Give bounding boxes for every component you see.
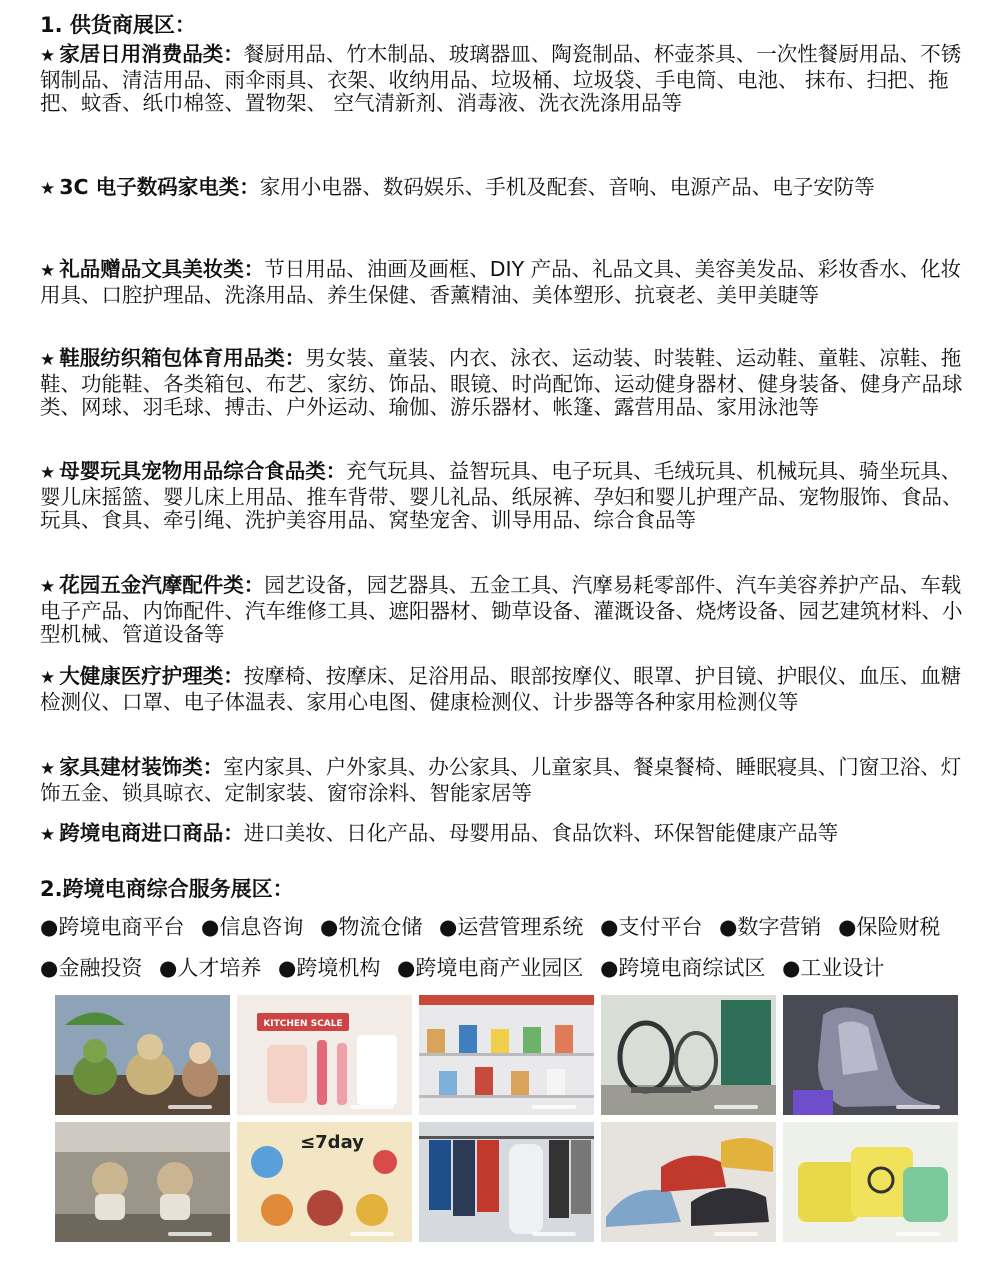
service-item: ●物流仓储 bbox=[320, 915, 423, 939]
category-name: 鞋服纺织箱包体育用品类： bbox=[59, 346, 306, 370]
category-garden-hardware-auto bbox=[40, 574, 968, 647]
supply-section-title: 1. 供货商展区： bbox=[40, 13, 196, 37]
watermark bbox=[168, 1105, 212, 1109]
seven-day-sign: ≤7day bbox=[300, 1132, 364, 1153]
category-gifts-cosmetics bbox=[40, 258, 968, 307]
photo-pet-waste-bags bbox=[783, 1122, 958, 1242]
star-icon: ★ bbox=[40, 463, 56, 483]
star-icon: ★ bbox=[40, 261, 56, 281]
watermark bbox=[350, 1105, 394, 1109]
category-items: 节日用品、油画及画框、DIY 产品、礼品文具、美容美发品、彩妆香水、化妆用具、口腔护理品、洗涤用品、养生保健、香薰精油、美体塑形、抗衰老、美甲美睫等 bbox=[40, 257, 962, 307]
watermark bbox=[714, 1232, 758, 1236]
photo-sneakers bbox=[601, 1122, 776, 1242]
star-icon: ★ bbox=[40, 179, 56, 199]
service-item: ●信息咨询 bbox=[201, 915, 304, 939]
star-icon: ★ bbox=[40, 759, 56, 779]
service-item: ●跨境电商平台 bbox=[40, 915, 185, 939]
category-cross-border-import bbox=[40, 822, 968, 848]
category-name: 礼品赠品文具美妆类： bbox=[59, 257, 265, 281]
category-items: 进口美妆、日化产品、母婴用品、食品饮料、环保智能健康产品等 bbox=[243, 821, 839, 845]
category-name: 跨境电商进口商品： bbox=[59, 821, 244, 845]
watermark bbox=[714, 1105, 758, 1109]
service-item: ●跨境电商产业园区 bbox=[397, 956, 584, 980]
service-item: ●跨境电商综试区 bbox=[600, 956, 766, 980]
category-name: 家具建材装饰类： bbox=[59, 755, 224, 779]
category-household bbox=[40, 43, 968, 116]
category-name: 母婴玩具宠物用品综合食品类： bbox=[59, 459, 347, 483]
category-apparel-sports bbox=[40, 347, 968, 420]
service-item: ●工业设计 bbox=[782, 956, 885, 980]
service-item: ●人才培养 bbox=[159, 956, 262, 980]
photo-7day-magnets bbox=[237, 1122, 412, 1242]
photo-bird-houses bbox=[419, 995, 594, 1115]
photo-garden-figurines bbox=[55, 995, 230, 1115]
photo-astronaut-bears bbox=[55, 1122, 230, 1242]
service-item: ●跨境机构 bbox=[278, 956, 381, 980]
category-items: 家用小电器、数码娱乐、手机及配套、音响、电源产品、电子安防等 bbox=[259, 175, 875, 199]
category-name: 花园五金汽摩配件类： bbox=[59, 573, 265, 597]
star-icon: ★ bbox=[40, 577, 56, 597]
watermark bbox=[532, 1105, 576, 1109]
category-3c-electronics bbox=[40, 167, 968, 209]
watermark bbox=[896, 1105, 940, 1109]
category-items: 按摩椅、按摩床、足浴用品、眼部按摩仪、眼罩、护目镜、护眼仪、血压、血糖检测仪、口罩、电子体温表、家用心电图、健康检测仪、计步器等各种家用检测仪等 bbox=[40, 664, 962, 714]
service-item: ●数字营销 bbox=[719, 915, 822, 939]
kitchen-scale-sign: KITCHEN SCALE bbox=[263, 1019, 343, 1029]
category-items: 男女装、童装、内衣、泳衣、运动装、时装鞋、运动鞋、童鞋、凉鞋、拖鞋、功能鞋、各类箱包、布艺、家纺、饰品、眼镜、时尚配饰、运动健身器材、健身装备、健身产品球类、网球、羽毛球、搏击、户外运动、瑜伽、游乐器材、帐篷、露营用品、家用泳池等 bbox=[40, 346, 963, 419]
star-icon: ★ bbox=[40, 46, 56, 66]
service-item: ●支付平台 bbox=[600, 915, 703, 939]
category-items: 室内家具、户外家具、办公家具、儿童家具、餐桌餐椅、睡眠寝具、门窗卫浴、灯饰五金、锁具晾衣、定制家装、窗帘涂料、智能家居等 bbox=[40, 755, 962, 805]
category-name: 3C 电子数码家电类： bbox=[59, 175, 260, 199]
category-name: 大健康医疗护理类： bbox=[59, 664, 244, 688]
watermark bbox=[532, 1232, 576, 1236]
service-item: ●金融投资 bbox=[40, 956, 143, 980]
star-icon: ★ bbox=[40, 668, 56, 688]
category-name: 家居日用消费品类： bbox=[59, 42, 244, 66]
service-list bbox=[40, 907, 976, 989]
watermark bbox=[350, 1232, 394, 1236]
star-icon: ★ bbox=[40, 825, 56, 845]
category-health-medical bbox=[40, 665, 968, 714]
category-items: 餐厨用品、竹木制品、玻璃器皿、陶瓷制品、杯壶茶具、一次性餐厨用品、不锈钢制品、清洁用品、雨伞雨具、衣架、收纳用品、垃圾桶、垃圾袋、手电筒、电池、 抹布、扫把、拖把、蚊香、纸巾棉签、置物架、 空气清新剂、消毒液、洗衣洗涤用品等 bbox=[40, 42, 962, 115]
product-photo-grid bbox=[55, 995, 961, 1243]
service-item: ●运营管理系统 bbox=[439, 915, 584, 939]
photo-clothing-rack bbox=[419, 1122, 594, 1242]
watermark bbox=[896, 1232, 940, 1236]
category-furniture-building bbox=[40, 756, 968, 805]
category-baby-toys-pets bbox=[40, 460, 968, 533]
category-items: 园艺设备，园艺器具、五金工具、汽摩易耗零部件、汽车美容养护产品、车载电子产品、内饰配件、汽车维修工具、遮阳器材、锄草设备、灌溉设备、烧烤设备、园艺建筑材料、小型机械、管道设备等 bbox=[40, 573, 963, 646]
service-item: ●保险财税 bbox=[838, 915, 941, 939]
photo-kitchen-scale bbox=[237, 995, 412, 1115]
photo-massage-chair bbox=[783, 995, 958, 1115]
watermark bbox=[168, 1232, 212, 1236]
service-section-title: 2.跨境电商综合服务展区： bbox=[40, 877, 294, 901]
star-icon: ★ bbox=[40, 350, 56, 370]
photo-hanging-chairs bbox=[601, 995, 776, 1115]
category-items: 充气玩具、益智玩具、电子玩具、毛绒玩具、机械玩具、骑坐玩具、婴儿床摇篮、婴儿床上用品、推车背带、婴儿礼品、纸尿裤、孕妇和婴儿护理产品、宠物服饰、食品、玩具、食具、牵引绳、洗护美容用品、窝垫宠舍、训导用品、综合食品等 bbox=[40, 459, 963, 532]
